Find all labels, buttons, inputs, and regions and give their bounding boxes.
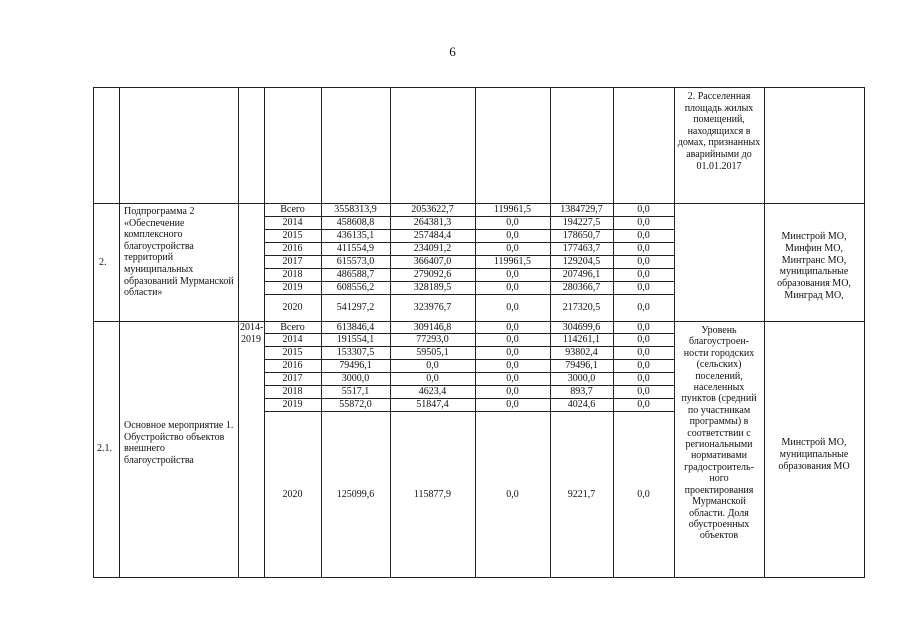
table-h-rule [613,411,674,412]
program-name: Подпрограмма 2 «Обеспечение комплексного благоустройства территорий муниципальных образований Мурманской области» [124,206,234,299]
table-v-rule [93,87,94,578]
cell-total: 411554,9 [336,243,375,254]
measure-period: 2014- 2019 [240,322,264,345]
cell-c2: 0,0 [506,360,519,371]
cell-c4: 0,0 [637,204,650,215]
row-year: 2016 [282,243,303,254]
measure-executors: Минстрой МО, муниципальные образования МО [778,437,850,472]
cell-c3: 9221,7 [567,488,596,500]
cell-c1: 279092,6 [413,269,452,280]
cell-c1: 234091,2 [413,243,452,254]
cell-total: 153307,5 [336,347,375,358]
budget-table [93,87,864,579]
cell-c4: 0,0 [637,217,650,228]
cell-total: 486588,7 [336,269,375,280]
cell-c4: 0,0 [637,321,650,333]
cell-c4: 0,0 [637,399,650,410]
cell-total: 5517,1 [341,386,370,397]
row-year: 2014 [282,217,303,228]
table-h-rule [93,577,864,578]
cell-total: 436135,1 [336,230,375,241]
cell-total: 613846,4 [336,321,375,333]
row-year: 2015 [282,230,303,241]
cell-total: 79496,1 [339,360,372,371]
cell-c3: 177463,7 [562,243,601,254]
cell-c2: 119961,5 [493,204,532,215]
table-h-rule [613,294,674,295]
cell-c1: 257484,4 [413,230,452,241]
cell-c1: 77293,0 [416,334,449,345]
cell-total: 125099,6 [336,488,375,500]
cell-total: 541297,2 [336,302,375,313]
cell-c2: 0,0 [506,399,519,410]
cell-c1: 59505,1 [416,347,449,358]
cell-c2: 0,0 [506,373,519,384]
cell-c4: 0,0 [637,256,650,267]
cell-c2: 0,0 [506,386,519,397]
cell-c4: 0,0 [637,282,650,293]
cell-c3: 129204,5 [562,256,601,267]
cell-c4: 0,0 [637,269,650,280]
cell-c3: 114261,1 [562,334,601,345]
cell-c3: 93802,4 [565,347,598,358]
table-v-rule [764,87,765,578]
cell-c1: 51847,4 [416,399,449,410]
cell-c4: 0,0 [637,347,650,358]
cell-c3: 893,7 [570,386,593,397]
cell-total: 3000,0 [341,373,370,384]
table-v-rule [238,87,239,578]
row-year: 2017 [282,256,303,267]
table-h-rule [264,411,613,412]
cell-total: 191554,1 [336,334,375,345]
row-year: 2019 [282,399,303,410]
table-h-rule [93,87,864,88]
cell-c3: 304699,6 [562,321,601,333]
cell-c3: 280366,7 [562,282,601,293]
cell-c1: 115877,9 [413,488,452,500]
row-year: 2016 [282,360,303,371]
cell-c1: 323976,7 [413,302,452,313]
cell-c4: 0,0 [637,334,650,345]
program-number: 2. [99,257,107,268]
cell-c4: 0,0 [637,360,650,371]
cell-c4: 0,0 [637,386,650,397]
cell-c2: 0,0 [506,302,519,313]
cell-c3: 1384729,7 [560,204,603,215]
cell-c4: 0,0 [637,243,650,254]
measure-number: 2.1. [97,443,112,454]
row-year: 2018 [282,269,303,280]
cell-total: 608556,2 [336,282,375,293]
row-year: 2014 [282,334,303,345]
cell-c3: 178650,7 [562,230,601,241]
cell-total: 3558313,9 [334,204,377,215]
row-year: 2017 [282,373,303,384]
cell-c1: 4623,4 [418,386,447,397]
row-year: 2020 [282,302,303,313]
cell-total: 458608,8 [336,217,375,228]
cell-c1: 366407,0 [413,256,452,267]
cell-c4: 0,0 [637,488,650,500]
cell-c1: 264381,3 [413,217,452,228]
cell-c1: 2053622,7 [411,204,454,215]
cell-c3: 4024,6 [567,399,596,410]
cell-c4: 0,0 [637,373,650,384]
cell-c1: 309146,8 [413,321,452,333]
table-v-rule [674,87,675,578]
page-number: 6 [449,44,456,59]
cell-c4: 0,0 [637,230,650,241]
table-v-rule [864,87,865,578]
cell-c2: 0,0 [506,282,519,293]
cell-c2: 0,0 [506,321,519,333]
cell-c2: 0,0 [506,347,519,358]
indicator-header: 2. Расселенная площадь жилых помещений, находящихся в домах, признанных аварийными до 01.01.2017 [677,91,761,172]
row-year: 2015 [282,347,303,358]
cell-total: 55872,0 [339,399,372,410]
cell-c2: 0,0 [506,243,519,254]
row-year: 2018 [282,386,303,397]
program-executors: Минстрой МО, Минфин МО, Минтранс МО, муниципальные образования МО, Минград МО, [777,231,851,301]
table-v-rule [119,87,120,578]
cell-c1: 0,0 [426,360,439,371]
cell-c2: 0,0 [506,230,519,241]
measure-indicator: Уровень благоустроен- ности городских (сельских) поселений, населенных пунктов (средний по участникам программы) в соответствии с региональными нормативами градостроитель- ного проектирования Мурманской области. Доля обустроенных объектов [681,325,757,542]
cell-c3: 194227,5 [562,217,601,228]
cell-c2: 0,0 [506,334,519,345]
cell-c1: 0,0 [426,373,439,384]
cell-c2: 0,0 [506,217,519,228]
row-year: Всего [280,321,305,333]
measure-name: Основное мероприятие 1. Обустройство объектов внешнего благоустройства [124,420,234,466]
cell-c2: 119961,5 [493,256,532,267]
cell-c3: 207496,1 [562,269,601,280]
table-h-rule [264,294,613,295]
cell-c2: 0,0 [506,488,519,500]
cell-c4: 0,0 [637,302,650,313]
row-year: 2020 [282,488,303,500]
cell-c1: 328189,5 [413,282,452,293]
row-year: 2019 [282,282,303,293]
cell-c2: 0,0 [506,269,519,280]
cell-c3: 217320,5 [562,302,601,313]
cell-c3: 79496,1 [565,360,598,371]
row-year: Всего [280,204,305,215]
cell-total: 615573,0 [336,256,375,267]
cell-c3: 3000,0 [567,373,596,384]
